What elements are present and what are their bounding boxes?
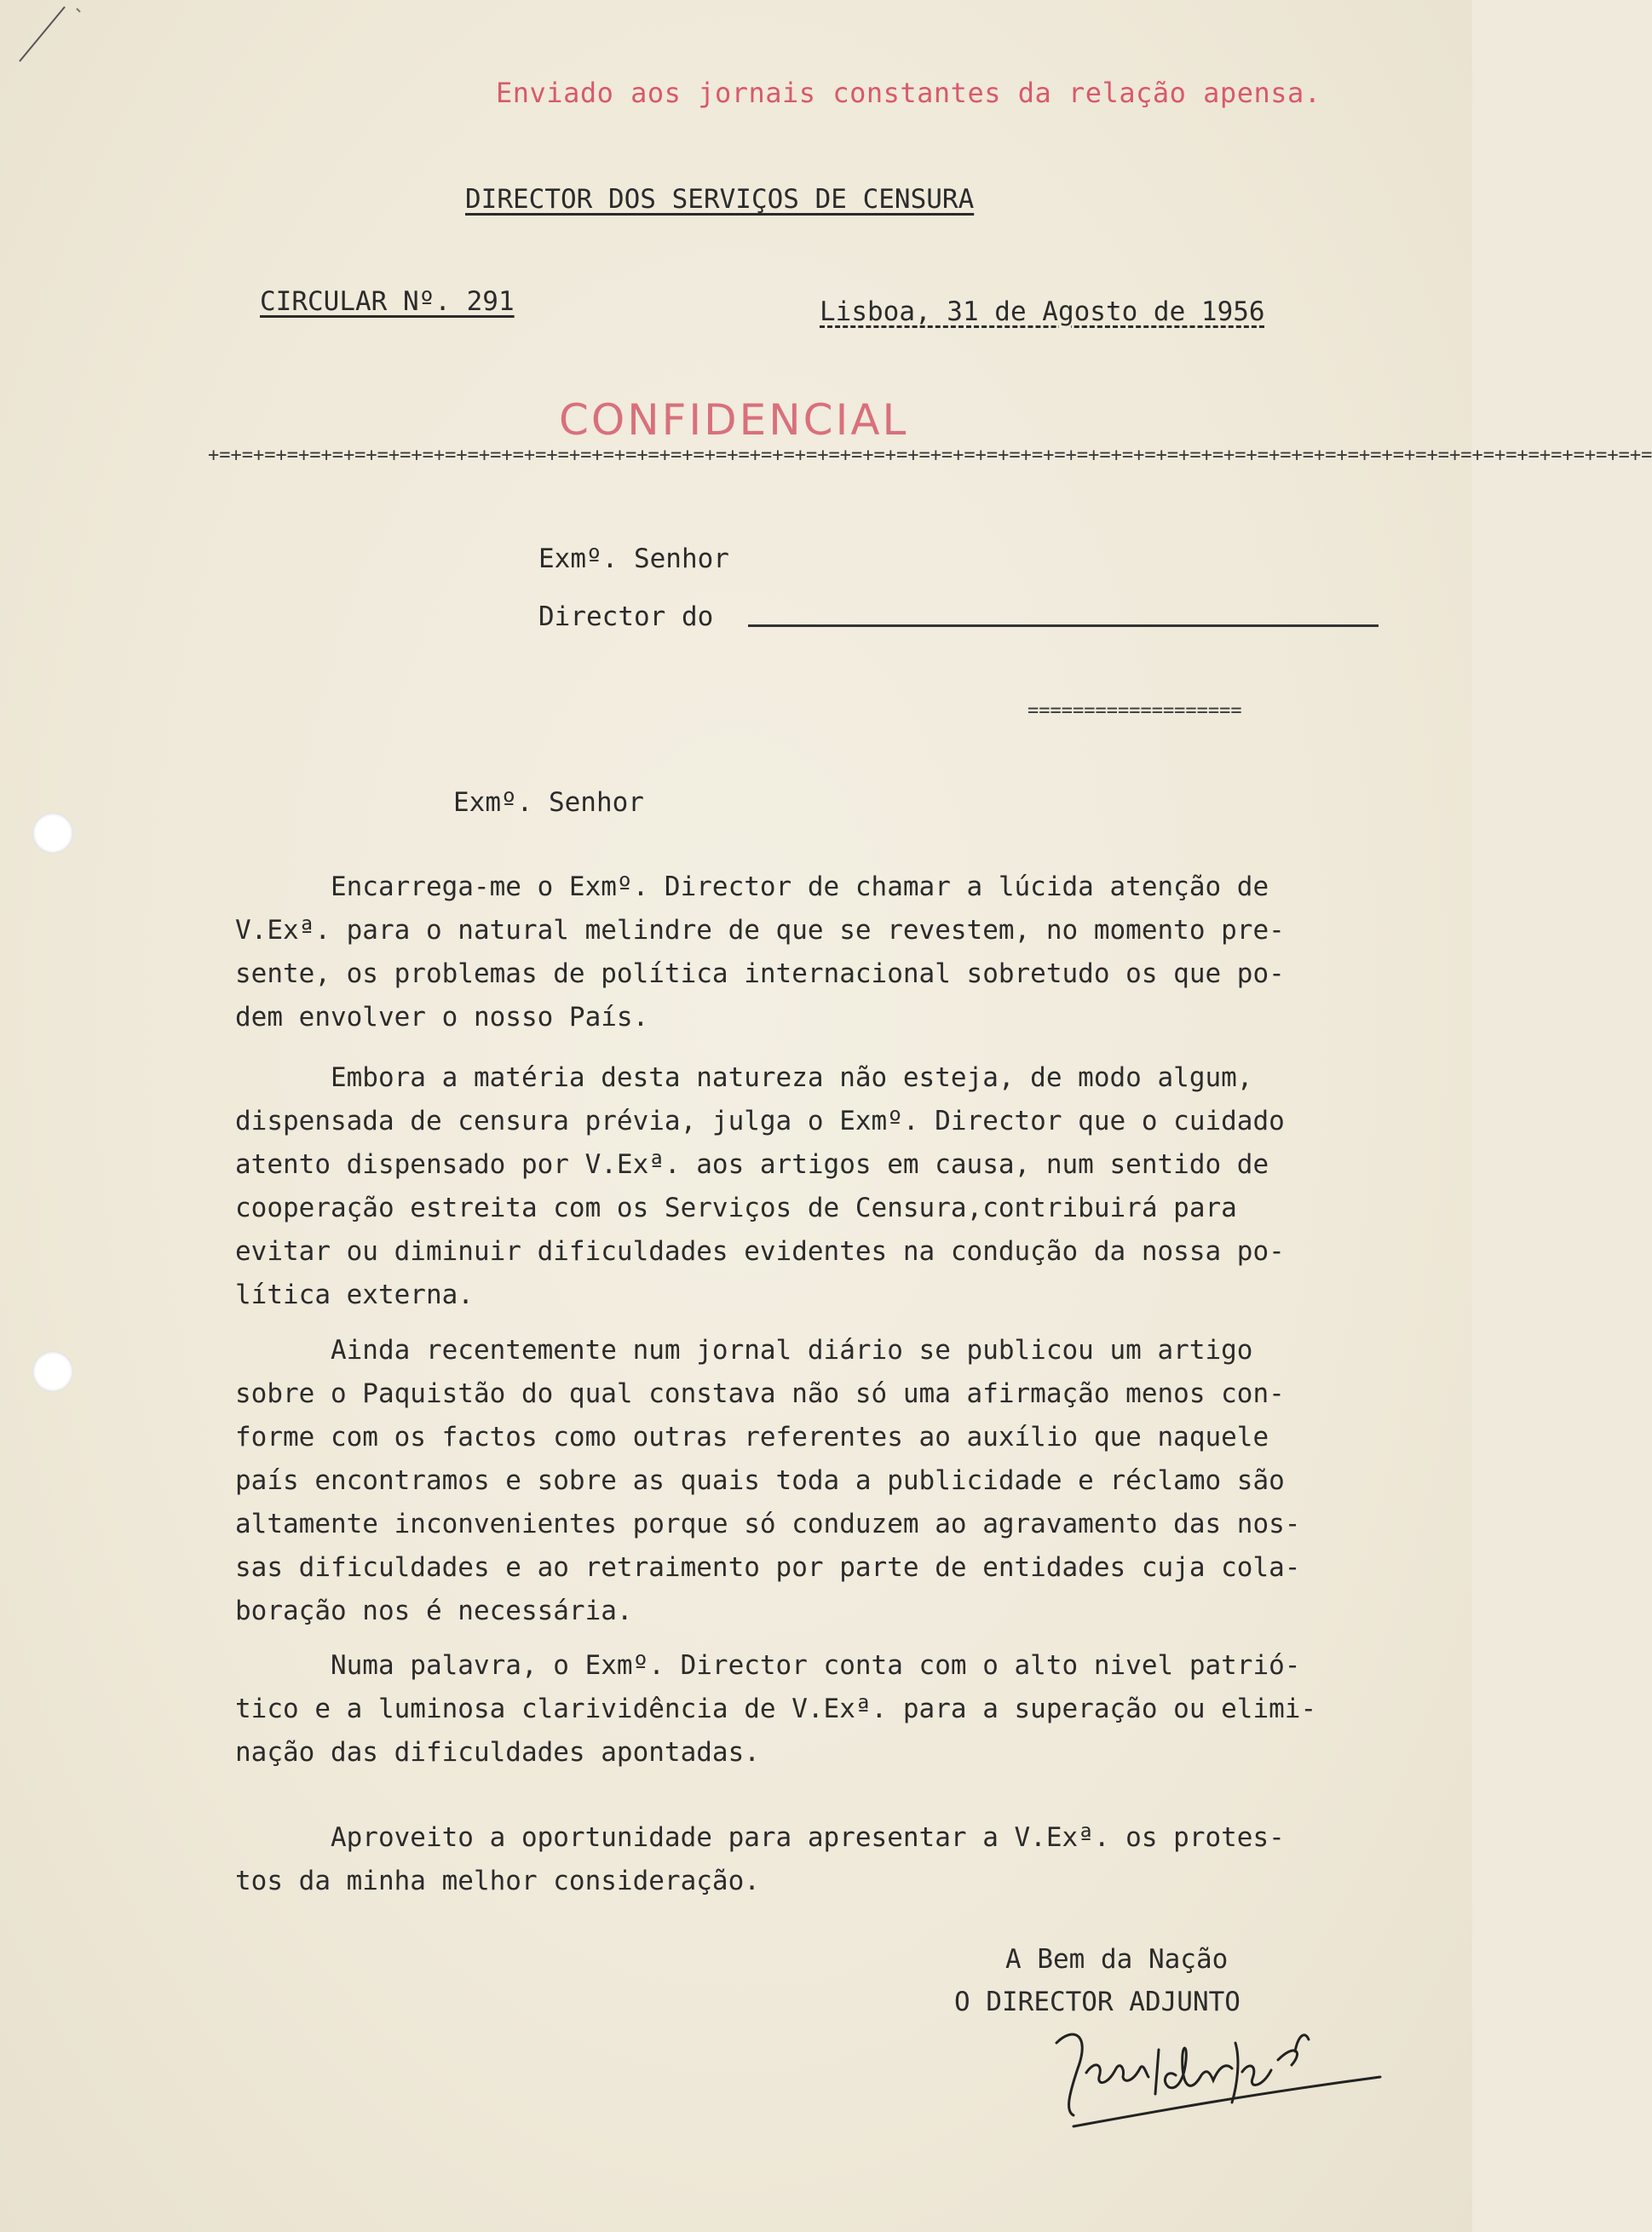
addressee-line-2: Director do	[538, 601, 714, 632]
header-note: Enviado aos jornais constantes da relação apensa.	[496, 77, 1321, 109]
paragraph-5	[235, 1816, 1394, 1903]
paragraph-line: Embora a matéria desta natureza não esteja, de modo algum,	[235, 1062, 1253, 1093]
paragraph-line: tico e a luminosa clarividência de V.Exª. para a superação ou elimi-	[235, 1694, 1317, 1724]
paragraph-line: cooperação estreita com os Serviços de Censura,contribuirá para	[235, 1193, 1237, 1223]
paragraph-2	[235, 1056, 1394, 1317]
closing-motto: A Bem da Nação	[1005, 1944, 1229, 1975]
circular-number: CIRCULAR Nº. 291	[260, 286, 515, 317]
punch-hole-bottom	[32, 1351, 73, 1392]
paragraph-line: dispensada de censura prévia, julga o Exmº. Director que o cuidado	[235, 1106, 1285, 1136]
date-line: Lisboa, 31 de Agosto de 1956	[820, 296, 1265, 327]
paragraph-line: atento dispensado por V.Exª. aos artigos em causa, num sentido de	[235, 1149, 1269, 1180]
paragraph-line: Numa palavra, o Exmº. Director conta com o alto nivel patrió-	[235, 1650, 1301, 1681]
paragraph-line: evitar ou diminuir dificuldades evidentes na condução da nossa po-	[235, 1236, 1285, 1267]
paragraph-line: país encontramos e sobre as quais toda a publicidade e réclamo são	[235, 1465, 1285, 1496]
paragraph-line: sas dificuldades e ao retraimento por parte de entidades cuja cola-	[235, 1552, 1301, 1583]
paragraph-3	[235, 1329, 1394, 1633]
paragraph-line: sente, os problemas de política internacional sobretudo os que po-	[235, 958, 1285, 989]
equals-divider: ===================	[1027, 700, 1242, 722]
paragraph-line: forme com os factos como outras referentes ao auxílio que naquele	[235, 1422, 1269, 1453]
salutation: Exmº. Senhor	[453, 787, 644, 818]
closing-title: O DIRECTOR ADJUNTO	[954, 1987, 1240, 2017]
paragraph-1	[235, 866, 1394, 1039]
corner-pencil-mark	[15, 0, 83, 68]
handwritten-signature	[1039, 2009, 1397, 2137]
paragraph-line: Encarrega-me o Exmº. Director de chamar a lúcida atenção de	[235, 872, 1269, 902]
plus-equals-divider: +=+=+=+=+=+=+=+=+=+=+=+=+=+=+=+=+=+=+=+=+=+=+=+=+=+=+=+=+=+=+=+=+=+=+=+=+=+=+=+=+=+=+=+=+=+=+=+=+=+=+=+=+=+=+=+=+=+=+=+=+=+=+=+=	[208, 445, 1652, 466]
paragraph-line: lítica externa.	[235, 1280, 474, 1310]
paragraph-line: tos da minha melhor consideração.	[235, 1866, 760, 1896]
paragraph-line: sobre o Paquistão do qual constava não só uma afirmação menos con-	[235, 1378, 1285, 1409]
punch-hole-top	[32, 813, 73, 854]
paragraph-line: Ainda recentemente num jornal diário se publicou um artigo	[235, 1335, 1253, 1366]
department-title: DIRECTOR DOS SERVIÇOS DE CENSURA	[465, 184, 975, 215]
confidential-stamp: CONFIDENCIAL	[559, 395, 909, 445]
addressee-line-1: Exmº. Senhor	[538, 544, 729, 574]
paragraph-line: nação das dificuldades apontadas.	[235, 1737, 760, 1768]
paragraph-4	[235, 1644, 1394, 1775]
addressee-blank-line	[748, 624, 1379, 627]
paragraph-line: boração nos é necessária.	[235, 1596, 633, 1626]
paragraph-line: Aproveito a oportunidade para apresentar a V.Exª. os protes-	[235, 1822, 1285, 1853]
paragraph-line: altamente inconvenientes porque só conduzem ao agravamento das nos-	[235, 1509, 1301, 1539]
paragraph-line: dem envolver o nosso País.	[235, 1002, 649, 1033]
paragraph-line: V.Exª. para o natural melindre de que se revestem, no momento pre-	[235, 915, 1285, 946]
